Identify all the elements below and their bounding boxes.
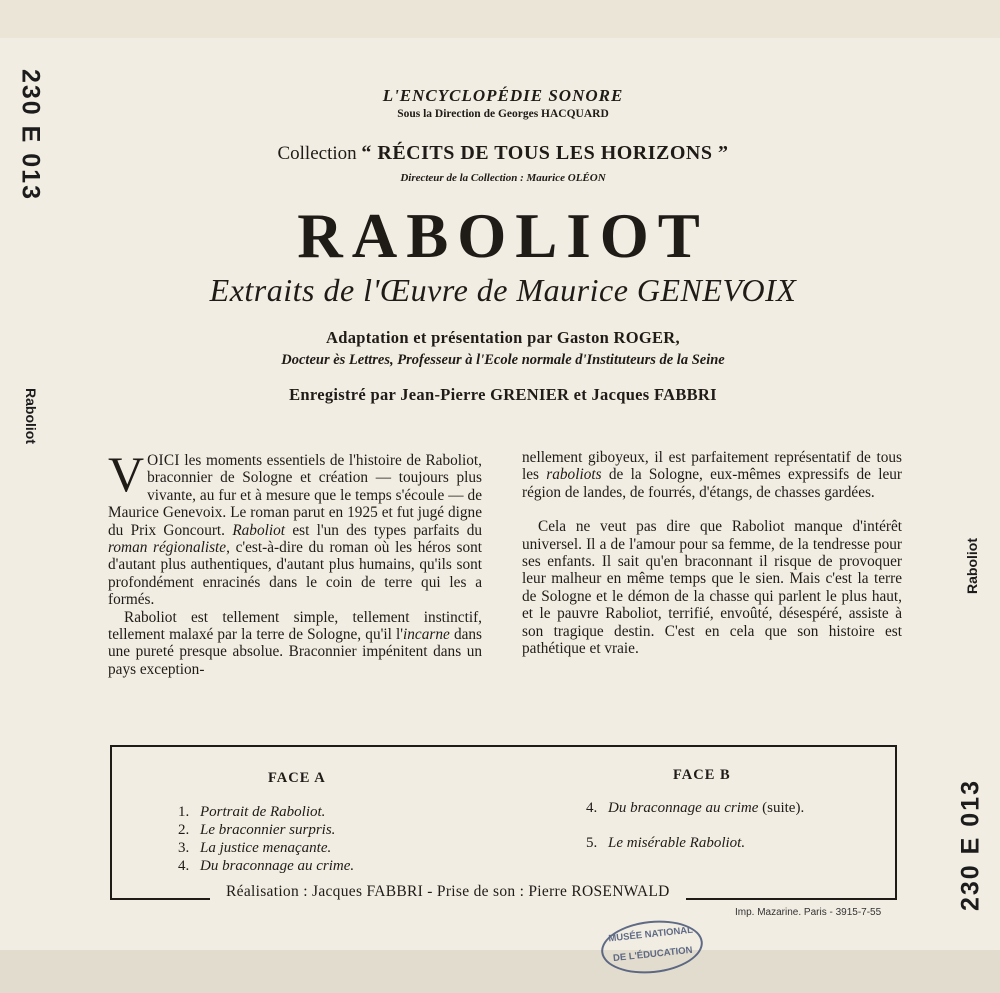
drop-cap: V — [108, 446, 145, 502]
face-a-heading: FACE A — [268, 770, 326, 786]
page-title: RABOLIOT — [297, 201, 709, 271]
spine-title-left: Raboliot — [23, 388, 39, 444]
text-column-left — [108, 446, 482, 678]
track-b4: 4. Du braconnage au crime (suite). — [586, 800, 805, 816]
paragraph-intro: VOICI les moments essentiels de l'histoire de Raboliot, braconnier de Sologne et création — toujours plus vivante, au fur et à mesure que le temps s'écoule — de Maurice Genevoix. Le roman parut en 1925 et fut jugé digne du Prix Goncourt. Raboliot est l'un des types parfaits du roman régionaliste, c'est-à-dire du roman où les héros sont d'autant plus authentiques, d'autant plus humains, qu'ils sont profondément enracinés dans le coin de terre qui les a formés. — [108, 446, 482, 609]
adaptation-credit: Adaptation et présentation par Gaston ROGER, — [326, 328, 680, 347]
face-b-heading: FACE B — [673, 767, 731, 783]
sleeve-top-edge — [0, 0, 1000, 38]
track-a4: 4. Du braconnage au crime. — [178, 858, 355, 874]
encyclopedia-direction: Sous la Direction de Georges HACQUARD — [397, 108, 609, 120]
collection-name: “ RÉCITS DE TOUS LES HORIZONS ” — [361, 142, 729, 164]
track-a2: 2. Le braconnier surpris. — [178, 822, 336, 838]
sleeve-bottom-edge — [0, 950, 1000, 993]
text-column-right — [522, 449, 902, 657]
paragraph-character-continued: nellement giboyeux, il est parfaitement représentatif de tous les raboliots de la Sologne, eux-mêmes expressifs de leur région de landes, de fourrés, d'étangs, de chasses gardées. — [522, 449, 902, 501]
paragraph-universal: Cela ne veut pas dire que Raboliot manque d'intérêt universel. Il a de l'amour pour sa femme, de la tendresse pour ses enfants. Il sait qu'en braconnant il risque de provoquer leur malheur en même temps que le sien. Mais c'est la terre de Sologne et le démon de la chasse qui parlent le plus haut, et le pauvre Raboliot, terrifié, envoûté, désespéré, assiste à son tragique destin. C'est en cela que son histoire est pathétique et vraie. — [522, 518, 902, 658]
collection-line — [0, 142, 1000, 165]
collection-prefix: Collection — [277, 143, 357, 164]
museum-stamp: MUSÉE NATIONAL DE L'ÉDUCATION — [599, 916, 706, 978]
spine-catalog-code-right: 230 E 013 — [956, 779, 985, 911]
track-a1: 1. Portrait de Raboliot. — [178, 804, 326, 820]
collection-director: Directeur de la Collection : Maurice OLÉON — [400, 172, 606, 184]
printer-imprint: Imp. Mazarine. Paris - 3915-7-55 — [735, 907, 882, 918]
encyclopedia-name: L'ENCYCLOPÉDIE SONORE — [382, 86, 624, 105]
tracklist-box — [110, 745, 897, 900]
spine-catalog-code-left: 230 E 013 — [16, 69, 45, 201]
track-a3: 3. La justice menaçante. — [178, 840, 332, 856]
paragraph-character: Raboliot est tellement simple, tellement instinctif, tellement malaxé par la terre de Sologne, qu'il l'incarne dans une pureté presque absolue. Braconnier impénitent dans un pays exception- — [108, 608, 482, 678]
page-subtitle: Extraits de l'Œuvre de Maurice GENEVOIX — [209, 272, 797, 308]
track-b5: 5. Le misérable Raboliot. — [586, 835, 746, 851]
spine-title-right: Raboliot — [964, 538, 980, 594]
production-credits: Réalisation : Jacques FABBRI - Prise de son : Pierre ROSENWALD — [210, 883, 686, 901]
adaptation-credentials: Docteur ès Lettres, Professeur à l'Ecole normale d'Instituteurs de la Seine — [281, 352, 725, 368]
recording-credit: Enregistré par Jean-Pierre GRENIER et Jacques FABBRI — [289, 385, 717, 404]
